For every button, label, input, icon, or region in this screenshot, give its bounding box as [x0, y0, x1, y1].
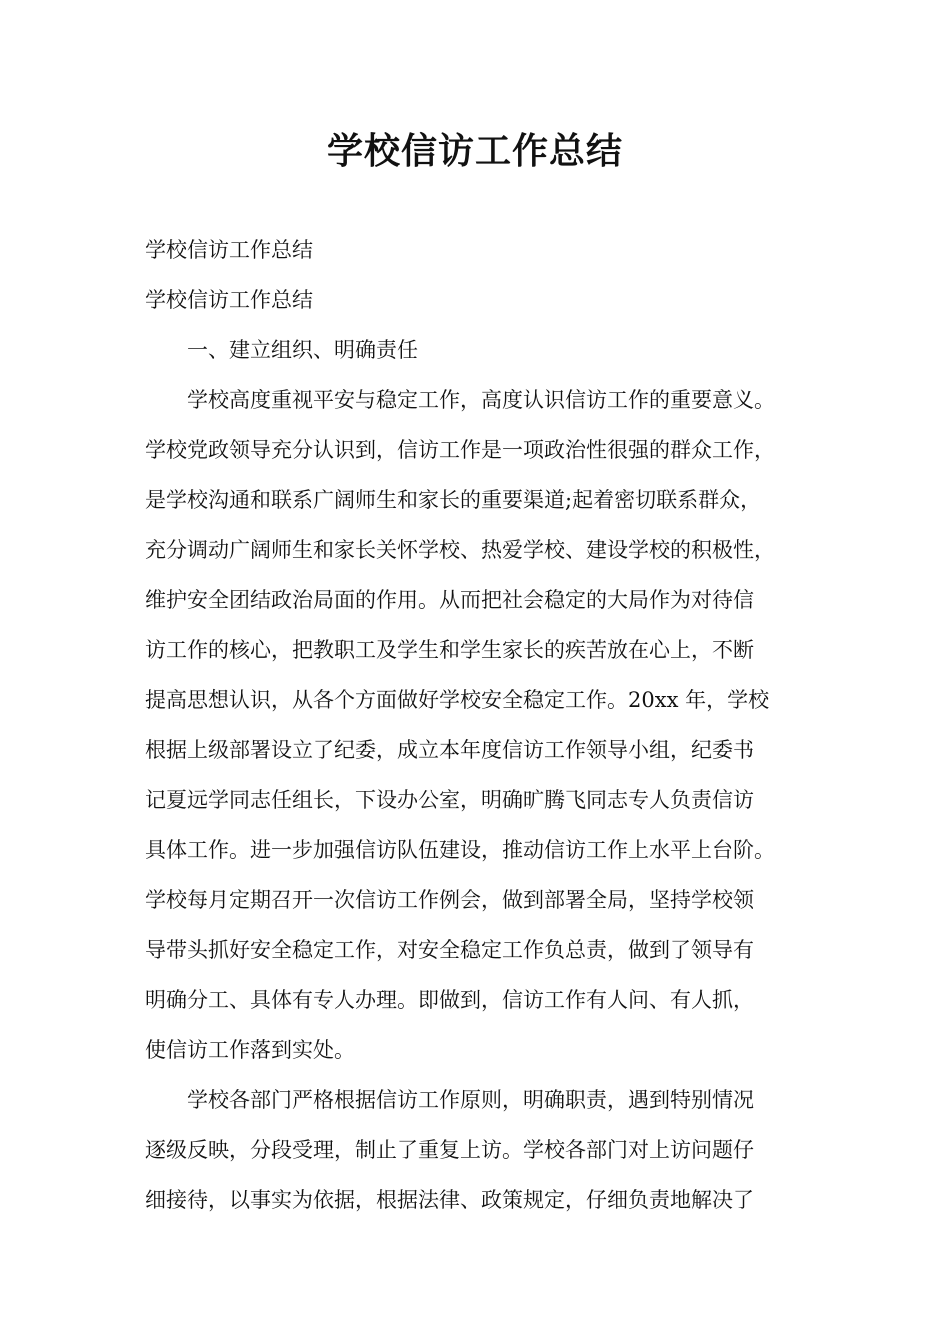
body-text-line: 访工作的核心，把教职工及学生和学生家长的疾苦放在心上，不断: [145, 638, 754, 662]
body-text-line: 明确分工、具体有专人办理。即做到，信访工作有人问、有人抓，: [145, 988, 754, 1012]
body-text-line: 使信访工作落到实处。: [145, 1038, 355, 1062]
body-text-line: 根据上级部署设立了纪委，成立本年度信访工作领导小组，纪委书: [145, 738, 754, 762]
body-text-line: 逐级反映，分段受理，制止了重复上访。学校各部门对上访问题仔: [145, 1138, 754, 1162]
body-text-line: 维护安全团结政治局面的作用。从而把社会稳定的大局作为对待信: [145, 588, 754, 612]
body-text-line: 提高思想认识，从各个方面做好学校安全稳定工作。20xx 年，学校: [145, 688, 770, 712]
body-text-line: 记夏远学同志任组长，下设办公室，明确旷腾飞同志专人负责信访: [145, 788, 754, 812]
body-text-line: 导带头抓好安全稳定工作，对安全稳定工作负总责，做到了领导有: [145, 938, 754, 962]
body-text-line: 学校各部门严格根据信访工作原则，明确职责，遇到特别情况: [145, 1088, 754, 1112]
section-heading: 一、建立组织、明确责任: [145, 338, 418, 362]
body-text-line: 具体工作。进一步加强信访队伍建设，推动信访工作上水平上台阶。: [145, 838, 775, 862]
body-text-line: 学校党政领导充分认识到，信访工作是一项政治性很强的群众工作，: [145, 438, 775, 462]
body-text-line: 充分调动广阔师生和家长关怀学校、热爱学校、建设学校的积极性，: [145, 538, 775, 562]
body-text-line: 学校每月定期召开一次信访工作例会，做到部署全局，坚持学校领: [145, 888, 754, 912]
body-text-line: 学校高度重视平安与稳定工作，高度认识信访工作的重要意义。: [145, 388, 775, 412]
subtitle-line: 学校信访工作总结: [145, 238, 313, 262]
body-text-line: 细接待，以事实为依据，根据法律、政策规定，仔细负责地解决了: [145, 1188, 754, 1212]
body-text-line: 是学校沟通和联系广阔师生和家长的重要渠道;起着密切联系群众，: [145, 488, 762, 512]
document-title: 学校信访工作总结: [326, 131, 623, 172]
subtitle-line: 学校信访工作总结: [145, 288, 313, 312]
